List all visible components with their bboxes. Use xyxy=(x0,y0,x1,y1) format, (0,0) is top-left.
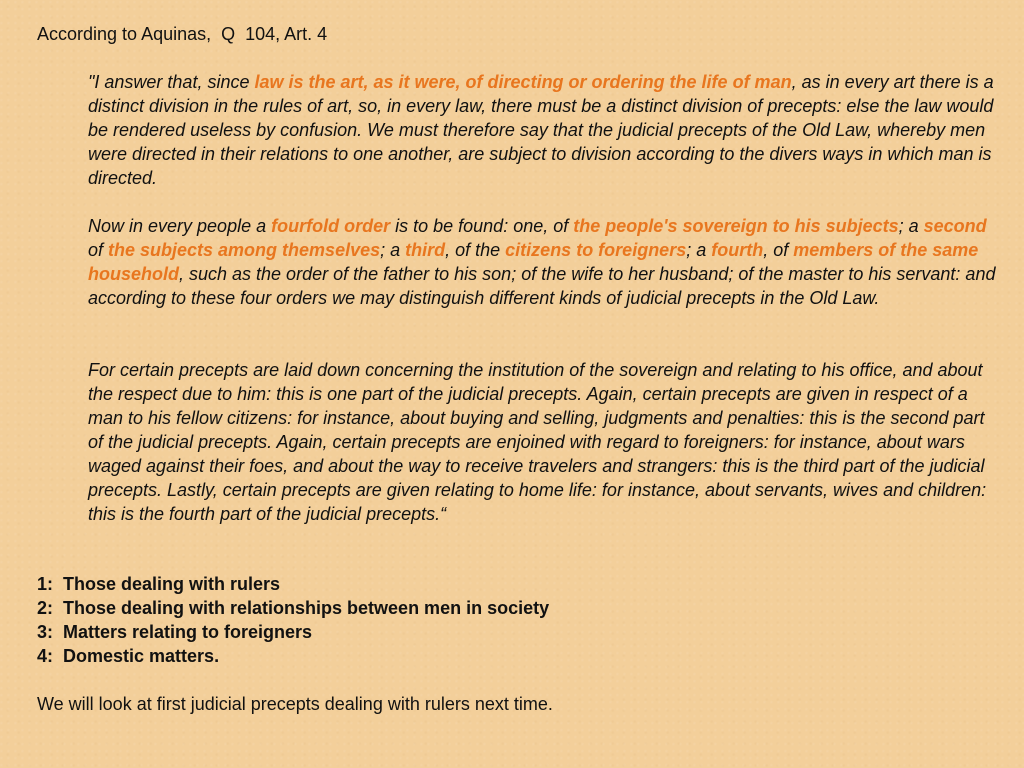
highlight-phrase: fourfold order xyxy=(271,216,391,236)
quote-text: , of the xyxy=(445,240,506,260)
highlight-phrase: second xyxy=(923,216,987,236)
highlight-phrase: law is the art, as it were, of directing or ordering the life of man xyxy=(254,72,792,92)
quote-text: ; a xyxy=(686,240,712,260)
quote-text: ; a xyxy=(380,240,406,260)
quote-text: , of xyxy=(763,240,794,260)
quote-text: ; a xyxy=(898,216,924,236)
quote-text: , as in every art there is a distinct division in the rules of art, so, in every law, there must be a distinct division of precepts: else the law would be rendered useless by confusion. We must therefore say that the judicial precepts of the Old Law, whereby men were directed in their relations to one another, are subject to division according to the divers ways in which man is directed. xyxy=(88,72,994,188)
highlight-phrase: third xyxy=(405,240,446,260)
list-item: 3: Matters relating to foreigners xyxy=(37,622,313,642)
quote-text: , such as the order of the father to his son; of the wife to her husband; of the master to his servant: and according to these four orders we may distinguish different kinds of judicial precepts in the Old Law. xyxy=(88,264,996,308)
quote-paragraph-2 xyxy=(88,214,998,310)
quote-paragraph-3: For certain precepts are laid down concerning the institution of the sovereign and relating to his office, and about the respect due to him: this is one part of the judicial precepts. Again, certain precepts are given in respect of a man to his fellow citizens: for instance, about buying and selling, judgments and penalties: this is the second part of the judicial precepts. Again, certain precepts are enjoined with regard to foreigners: for instance, about wars waged against their foes, and about the way to receive travelers and strangers: this is the third part of the judicial precepts. Lastly, certain precepts are given relating to home life: for instance, about servants, wives and children: this is the fourth part of the judicial precepts.“ xyxy=(88,360,987,524)
list-item: 1: Those dealing with rulers xyxy=(37,574,281,594)
highlight-phrase: members of the same household xyxy=(88,240,979,284)
list-item: 4: Domestic matters. xyxy=(37,646,220,666)
highlight-phrase: the people's sovereign to his subjects xyxy=(573,216,899,236)
list-item: 2: Those dealing with relationships between men in society xyxy=(37,598,550,618)
highlight-phrase: citizens to foreigners xyxy=(505,240,687,260)
quote-paragraph-1 xyxy=(88,70,998,190)
quote-text: Now in every people a xyxy=(88,216,272,236)
precept-categories-list xyxy=(37,572,549,668)
closing-note: We will look at first judicial precepts dealing with rulers next time. xyxy=(37,694,553,714)
highlight-phrase: the subjects among themselves xyxy=(108,240,381,260)
highlight-phrase: fourth xyxy=(711,240,764,260)
quote-text: is to be found: one, of xyxy=(390,216,574,236)
slide-heading: According to Aquinas, Q 104, Art. 4 xyxy=(37,24,328,44)
quote-text: of xyxy=(88,240,109,260)
quote-text: "I answer that, since xyxy=(88,72,255,92)
